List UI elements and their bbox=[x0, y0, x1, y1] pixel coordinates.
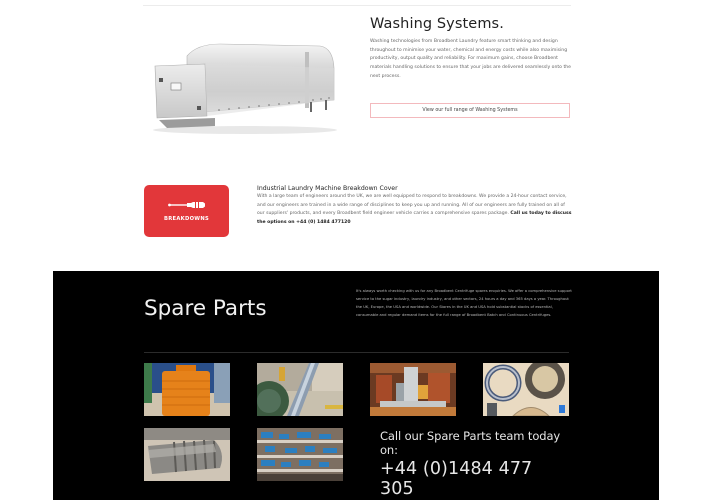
spare-parts-call-block bbox=[380, 429, 570, 499]
spare-parts-phone[interactable]: +44 (0)1484 477 305 bbox=[380, 459, 533, 499]
breakdown-phone-cta: Call us today to discuss the options on +44 (0) 1484 477120 bbox=[257, 211, 572, 225]
breakdowns-badge[interactable] bbox=[144, 185, 229, 237]
spare-parts-intro: It's always worth checking with us for any Broadbent Centrifuge spares enquiries. We offer a comprehensive support service to the sugar industry, laundry industry, and other sectors, 24 hours a day and 365 days a year. Throughout the UK, Europe, the USA and worldwide. Our Stores in the UK and USA hold substantial stocks of essential, consumable and regular demand items for the full range of Broadbent Batch and Continuous Centrifuges. bbox=[356, 289, 572, 317]
spare-part-image-orange-filter[interactable] bbox=[144, 363, 230, 416]
spare-parts-call-label: Call our Spare Parts team today on: bbox=[380, 429, 561, 457]
washing-systems-section bbox=[370, 16, 572, 82]
spare-parts-section bbox=[53, 271, 659, 500]
spare-part-image-bearings-gears[interactable] bbox=[483, 363, 569, 416]
breakdown-cover-section bbox=[257, 185, 573, 227]
spare-parts-divider bbox=[144, 352, 569, 353]
spare-part-image-screw-conveyor[interactable] bbox=[144, 428, 230, 481]
spare-parts-title: Spare Parts bbox=[144, 296, 267, 321]
breakdowns-label: BREAKDOWNS bbox=[163, 216, 210, 222]
spare-part-image-blue-components[interactable] bbox=[257, 428, 343, 481]
washing-systems-title: Washing Systems. bbox=[370, 16, 504, 32]
spare-part-image-shaft-assembly[interactable] bbox=[257, 363, 343, 416]
screwdriver-icon bbox=[167, 200, 207, 210]
spare-part-image-copper-machinery[interactable] bbox=[370, 363, 456, 416]
washing-systems-description: Washing technologies from Broadbent Laundry feature smart thinking and design throughout to minimise your water, chemical and energy costs while also maximising productivity, output quality and reliability. For maximum gains, choose Broadbent materials handling solutions to ensure that your jobs are delivered seamlessly onto the next process. bbox=[370, 39, 571, 79]
tunnel-washer-image bbox=[145, 38, 345, 136]
section-divider bbox=[143, 5, 571, 6]
view-washing-systems-button[interactable]: View our full range of Washing Systems bbox=[370, 103, 570, 118]
breakdown-cover-description: With a large team of engineers around the UK, we are well equipped to respond to breakdowns. We provide a 24-hour contact service, and our engineers are trained in a wide range of disciplines to keep you up and running. All of our engineers are fully trained on all of our suppliers' products, and every Broadbent field engineer vehicle carries a comprehensive spares package. Call us today to discuss the options on +44 (0) 1484 477120 bbox=[257, 194, 572, 225]
breakdown-cover-title: Industrial Laundry Machine Breakdown Cover bbox=[257, 185, 398, 192]
